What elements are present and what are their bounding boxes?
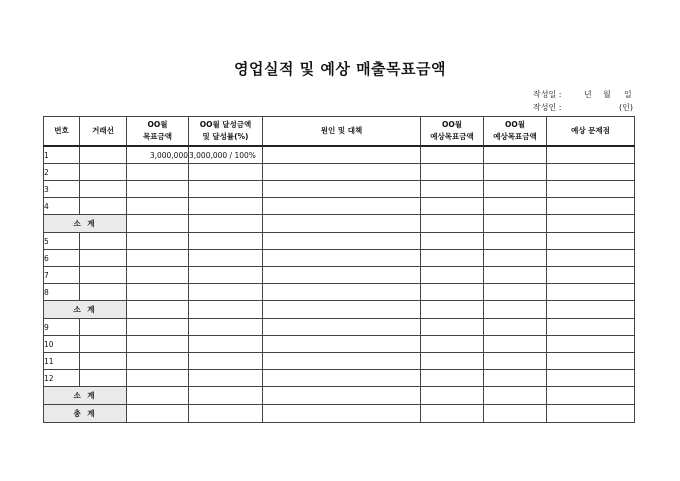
row-forecast1[interactable] [421, 284, 484, 301]
row-cause[interactable] [263, 250, 421, 267]
subtotal-achieved[interactable] [189, 387, 263, 405]
row-target[interactable] [127, 284, 189, 301]
row-forecast1[interactable] [421, 164, 484, 181]
table-row [44, 319, 635, 336]
row-client[interactable] [80, 164, 127, 181]
subtotal-achieved[interactable] [189, 215, 263, 233]
row-target[interactable] [127, 336, 189, 353]
row-no: 2 [44, 164, 80, 181]
subtotal-forecast2[interactable] [484, 215, 547, 233]
row-forecast1[interactable] [421, 370, 484, 387]
row-target[interactable] [127, 353, 189, 370]
row-issues[interactable] [547, 181, 635, 198]
row-forecast1[interactable] [421, 198, 484, 215]
row-forecast2[interactable] [484, 164, 547, 181]
row-achieved[interactable] [189, 336, 263, 353]
subtotal-cause[interactable] [263, 301, 421, 319]
row-achieved[interactable] [189, 370, 263, 387]
row-target[interactable] [127, 198, 189, 215]
row-no: 1 [44, 146, 80, 164]
header-forecast2-line2: 예상목표금액 [493, 132, 537, 141]
header-target-line2: 목표금액 [143, 132, 172, 141]
row-no: 6 [44, 250, 80, 267]
row-forecast1[interactable] [421, 319, 484, 336]
row-achieved[interactable] [189, 319, 263, 336]
total-issues[interactable] [547, 405, 635, 423]
row-achieved[interactable] [189, 233, 263, 250]
document-title: 영업실적 및 예상 매출목표금액 [233, 60, 447, 78]
row-no: 4 [44, 198, 80, 215]
seal-mark: (인) [619, 103, 633, 112]
row-no: 5 [44, 233, 80, 250]
row-forecast1[interactable] [421, 250, 484, 267]
row-forecast2[interactable] [484, 181, 547, 198]
row-achieved[interactable] [189, 353, 263, 370]
subtotal-label: 소 계 [44, 215, 127, 233]
row-client[interactable] [80, 250, 127, 267]
row-issues[interactable] [547, 198, 635, 215]
subtotal-forecast2[interactable] [484, 387, 547, 405]
table-row [44, 267, 635, 284]
table-row [44, 353, 635, 370]
row-forecast2[interactable] [484, 336, 547, 353]
row-achieved[interactable] [189, 250, 263, 267]
sales-table [43, 116, 635, 423]
subtotal-row [44, 301, 635, 319]
row-client[interactable] [80, 198, 127, 215]
subtotal-forecast1[interactable] [421, 301, 484, 319]
row-forecast1[interactable] [421, 353, 484, 370]
header-forecast1 [421, 117, 484, 147]
subtotal-target[interactable] [127, 215, 189, 233]
row-cause[interactable] [263, 284, 421, 301]
header-row [44, 117, 635, 147]
row-client[interactable] [80, 267, 127, 284]
row-achieved[interactable] [189, 198, 263, 215]
header-achieved-line1: OO월 달성금액 [199, 120, 252, 129]
row-issues[interactable] [547, 267, 635, 284]
row-forecast2[interactable] [484, 319, 547, 336]
row-achieved[interactable] [189, 181, 263, 198]
row-no: 11 [44, 353, 80, 370]
row-achieved[interactable]: 3,000,000 / 100% [189, 146, 263, 164]
row-forecast2[interactable] [484, 353, 547, 370]
row-cause[interactable] [263, 353, 421, 370]
row-forecast2[interactable] [484, 284, 547, 301]
row-forecast1[interactable] [421, 181, 484, 198]
total-achieved[interactable] [189, 405, 263, 423]
subtotal-issues[interactable] [547, 301, 635, 319]
row-achieved[interactable] [189, 267, 263, 284]
row-forecast1[interactable] [421, 336, 484, 353]
row-target[interactable] [127, 181, 189, 198]
subtotal-achieved[interactable] [189, 301, 263, 319]
row-forecast2[interactable] [484, 233, 547, 250]
header-achieved-line2: 및 달성률(%) [202, 132, 249, 141]
row-forecast1[interactable] [421, 233, 484, 250]
table-row [44, 370, 635, 387]
total-label: 총 계 [44, 405, 127, 423]
header-target [127, 117, 189, 147]
subtotal-forecast1[interactable] [421, 215, 484, 233]
row-forecast2[interactable] [484, 267, 547, 284]
row-no: 7 [44, 267, 80, 284]
header-forecast1-line2: 예상목표금액 [430, 132, 474, 141]
table-row [44, 198, 635, 215]
row-cause[interactable] [263, 181, 421, 198]
row-no: 10 [44, 336, 80, 353]
subtotal-target[interactable] [127, 301, 189, 319]
table-row [44, 336, 635, 353]
date-day: 일 [624, 90, 632, 99]
row-forecast2[interactable] [484, 250, 547, 267]
row-target[interactable] [127, 370, 189, 387]
date-month: 월 [603, 90, 611, 99]
row-cause[interactable] [263, 267, 421, 284]
header-forecast1-line1: OO월 [442, 120, 462, 129]
header-forecast2 [484, 117, 547, 147]
table-row [44, 164, 635, 181]
row-issues[interactable] [547, 233, 635, 250]
subtotal-target[interactable] [127, 387, 189, 405]
subtotal-issues[interactable] [547, 215, 635, 233]
row-cause[interactable] [263, 198, 421, 215]
header-achieved [189, 117, 263, 147]
row-issues[interactable] [547, 370, 635, 387]
header-forecast2-line1: OO월 [505, 120, 525, 129]
row-forecast2[interactable] [484, 198, 547, 215]
row-target[interactable]: 3,000,000 [127, 146, 189, 164]
table-row [44, 250, 635, 267]
subtotal-cause[interactable] [263, 387, 421, 405]
row-client[interactable] [80, 353, 127, 370]
header-client: 거래선 [80, 117, 127, 147]
subtotal-row [44, 215, 635, 233]
row-cause[interactable] [263, 233, 421, 250]
date-label: 작성일 : [533, 90, 562, 99]
row-issues[interactable] [547, 146, 635, 164]
total-forecast1[interactable] [421, 405, 484, 423]
date-year: 년 [584, 90, 592, 99]
header-cause: 원인 및 대책 [263, 117, 421, 147]
subtotal-row [44, 387, 635, 405]
subtotal-forecast2[interactable] [484, 301, 547, 319]
row-target[interactable] [127, 250, 189, 267]
row-target[interactable] [127, 319, 189, 336]
row-cause[interactable] [263, 146, 421, 164]
table-row [44, 284, 635, 301]
row-no: 12 [44, 370, 80, 387]
row-cause[interactable] [263, 336, 421, 353]
row-issues[interactable] [547, 336, 635, 353]
row-client[interactable] [80, 233, 127, 250]
row-issues[interactable] [547, 284, 635, 301]
row-cause[interactable] [263, 164, 421, 181]
subtotal-label: 소 계 [44, 301, 127, 319]
row-cause[interactable] [263, 319, 421, 336]
row-no: 8 [44, 284, 80, 301]
header-issues: 예상 문제점 [547, 117, 635, 147]
row-client[interactable] [80, 336, 127, 353]
row-client[interactable] [80, 284, 127, 301]
row-target[interactable] [127, 267, 189, 284]
row-client[interactable] [80, 146, 127, 164]
row-client[interactable] [80, 370, 127, 387]
row-issues[interactable] [547, 353, 635, 370]
row-forecast1[interactable] [421, 146, 484, 164]
total-row [44, 405, 635, 423]
table-row [44, 181, 635, 198]
row-cause[interactable] [263, 370, 421, 387]
row-forecast2[interactable] [484, 146, 547, 164]
row-target[interactable] [127, 233, 189, 250]
row-achieved[interactable] [189, 164, 263, 181]
row-no: 3 [44, 181, 80, 198]
subtotal-cause[interactable] [263, 215, 421, 233]
subtotal-issues[interactable] [547, 387, 635, 405]
total-cause[interactable] [263, 405, 421, 423]
row-client[interactable] [80, 319, 127, 336]
total-target[interactable] [127, 405, 189, 423]
table-row [44, 146, 635, 164]
total-forecast2[interactable] [484, 405, 547, 423]
row-issues[interactable] [547, 164, 635, 181]
author-label: 작성인 : [533, 103, 562, 112]
header-target-line1: OO월 [147, 120, 168, 129]
row-issues[interactable] [547, 319, 635, 336]
row-no: 9 [44, 319, 80, 336]
subtotal-forecast1[interactable] [421, 387, 484, 405]
row-forecast1[interactable] [421, 267, 484, 284]
row-forecast2[interactable] [484, 370, 547, 387]
subtotal-label: 소 계 [44, 387, 127, 405]
row-achieved[interactable] [189, 284, 263, 301]
row-target[interactable] [127, 164, 189, 181]
row-client[interactable] [80, 181, 127, 198]
header-no: 번호 [44, 117, 80, 147]
table-row [44, 233, 635, 250]
row-issues[interactable] [547, 250, 635, 267]
